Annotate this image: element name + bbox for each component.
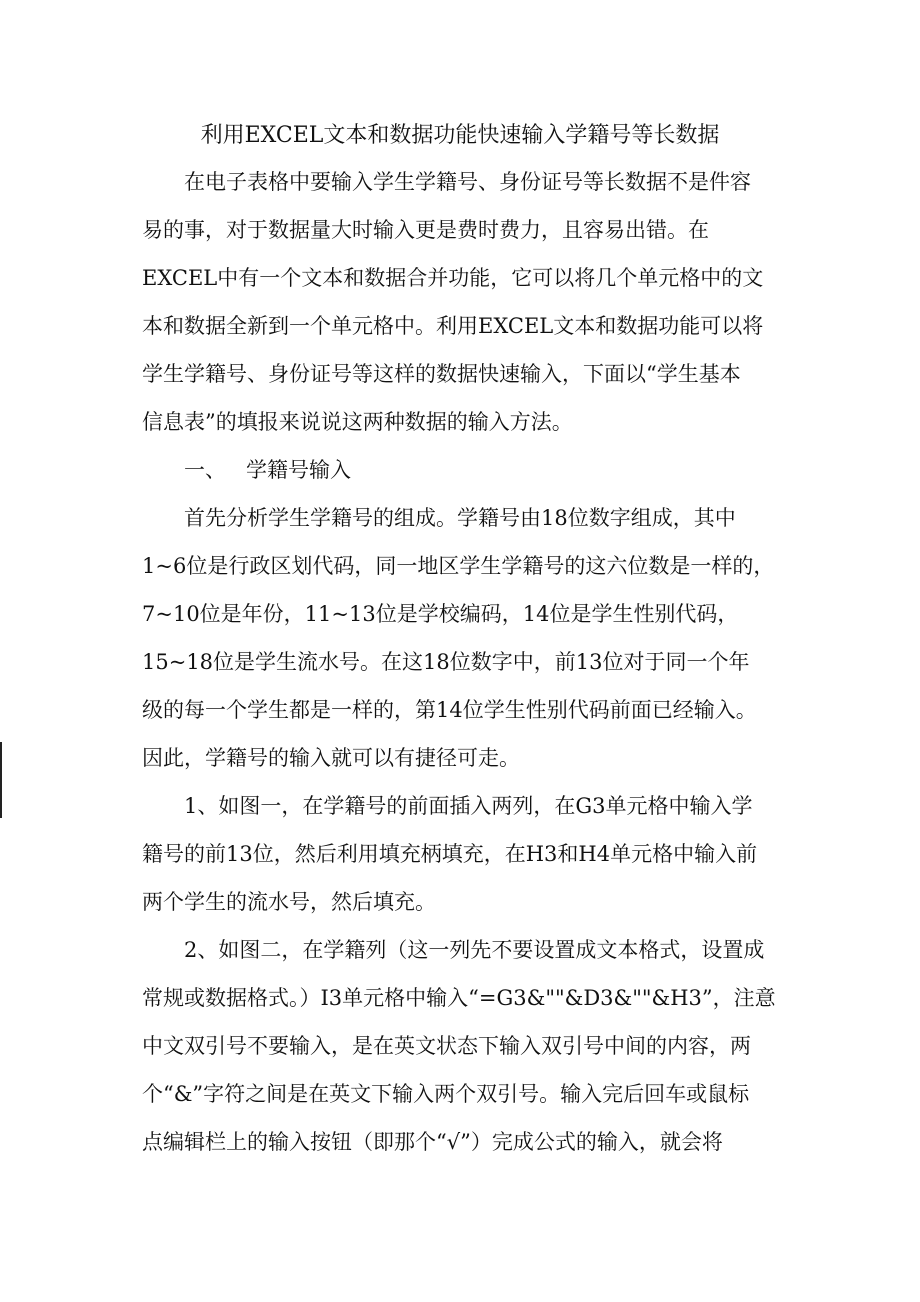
paragraph-line: 常规或数据格式。）I3单元格中输入“=G3&""&D3&""&H3”，注意	[142, 986, 776, 1010]
paragraph-line: 个“&”字符之间是在英文下输入两个双引号。输入完后回车或鼠标	[142, 1082, 750, 1106]
paragraph-line: 15~18位是学生流水号。在这18位数字中，前13位对于同一个年	[142, 650, 750, 674]
paragraph-line: 两个学生的流水号，然后填充。	[142, 890, 436, 914]
paragraph-line: 2、如图二，在学籍列（这一列先不要设置成文本格式，设置成	[184, 938, 765, 962]
paragraph-line: EXCEL中有一个文本和数据合并功能，它可以将几个单元格中的文	[142, 266, 764, 290]
margin-marker	[0, 742, 2, 818]
paragraph-line: 信息表”的填报来说说这两种数据的输入方法。	[142, 410, 573, 434]
paragraph-line: 本和数据全新到一个单元格中。利用EXCEL文本和数据功能可以将	[142, 314, 764, 338]
paragraph-line: 易的事，对于数据量大时输入更是费时费力，且容易出错。在	[142, 218, 709, 242]
paragraph-line: 1、如图一，在学籍号的前面插入两列，在G3单元格中输入学	[184, 794, 753, 818]
paragraph-line: 点编辑栏上的输入按钮（即那个“√”）完成公式的输入，就会将	[142, 1130, 723, 1154]
paragraph-line: 1~6位是行政区划代码，同一地区学生学籍号的这六位数是一样的，	[142, 554, 775, 578]
paragraph-line: 7~10位是年份，11~13位是学校编码，14位是学生性别代码，	[142, 602, 739, 626]
paragraph-line: 首先分析学生学籍号的组成。学籍号由18位数字组成，其中	[184, 506, 736, 530]
document-title: 利用EXCEL文本和数据功能快速输入学籍号等长数据	[200, 123, 720, 148]
paragraph-line: 中文双引号不要输入，是在英文状态下输入双引号中间的内容，两	[142, 1034, 751, 1058]
paragraph-line: 级的每一个学生都是一样的，第14位学生性别代码前面已经输入。	[142, 698, 757, 722]
paragraph-line: 因此，学籍号的输入就可以有捷径可走。	[142, 746, 520, 770]
paragraph-line: 学生学籍号、身份证号等这样的数据快速输入，下面以“学生基本	[142, 362, 741, 386]
section-heading: 一、 学籍号输入	[184, 458, 352, 482]
paragraph-line: 在电子表格中要输入学生学籍号、身份证号等长数据不是件容	[184, 170, 751, 194]
paragraph-line: 籍号的前13位，然后利用填充柄填充，在H3和H4单元格中输入前	[142, 842, 758, 866]
